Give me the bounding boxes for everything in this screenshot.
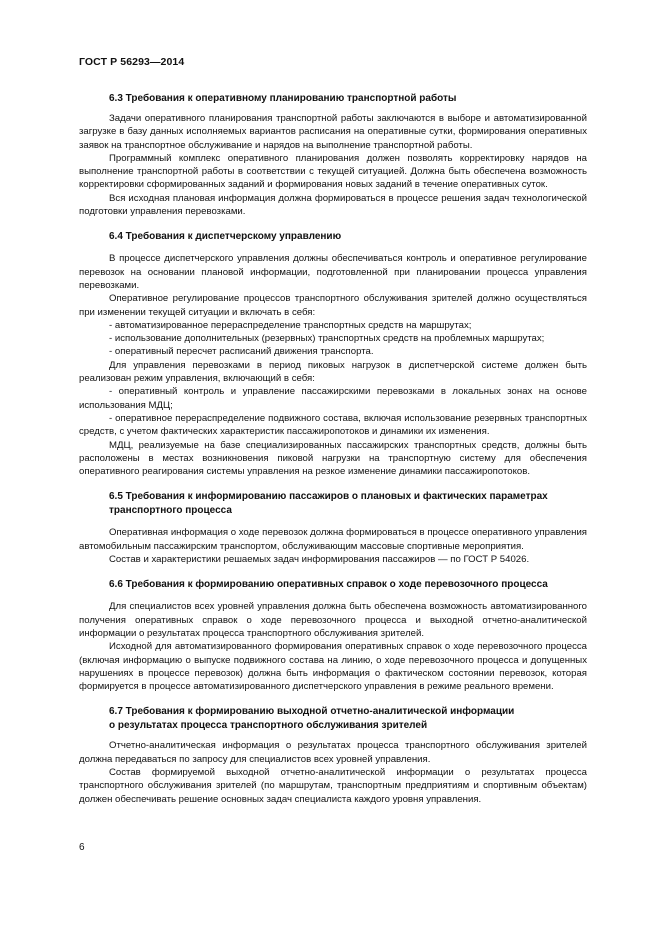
section-6-4	[79, 230, 587, 478]
section-6-6	[79, 578, 587, 693]
page-number: 6	[79, 842, 85, 853]
document-header: ГОСТ Р 56293—2014	[79, 56, 185, 68]
list-item: - оперативный пересчет расписаний движения транспорта.	[109, 346, 374, 358]
list-item: - оперативный контроль и управление пассажирскими перевозками в локальных зонах на основе использования МДЦ;	[79, 386, 587, 411]
list-item: - автоматизированное перераспределение транспортных средств на маршрутах;	[109, 319, 472, 331]
list-item: - использование дополнительных (резервных) транспортных средств на проблемных маршрутах;	[109, 333, 545, 345]
paragraph: Оперативное регулирование процессов транспортного обслуживания зрителей должно осуществляться при изменении текущей ситуации и включать в себя:	[79, 293, 587, 318]
section-title-line1: 6.5 Требования к информированию пассажиров о плановых и фактических параметрах	[109, 491, 548, 503]
paragraph: Для специалистов всех уровней управления должна быть обеспечена возможность автоматизированного получения оперативных справок о ходе перевозочного процесса и выходной отчетно-аналитической информации о результатах процесса транспортного обслуживания зрителей.	[79, 601, 587, 639]
paragraph: Программный комплекс оперативного планирования должен позволять корректировку нарядов на выполнение транспортной работы в соответствии с текущей ситуацией. Должна быть обеспечена возможность корректировки сформированных заданий и формирования новых заданий в течение оперативных суток.	[79, 152, 587, 191]
section-title-line1: 6.7 Требования к формированию выходной отчетно-аналитической информации	[109, 706, 515, 718]
section-6-7	[79, 705, 587, 805]
section-title: 6.4 Требования к диспетчерскому управлению	[109, 231, 342, 243]
section-title: 6.6 Требования к формированию оперативных справок о ходе перевозочного процесса	[109, 579, 548, 591]
section-6-5	[79, 490, 587, 566]
document-body	[79, 92, 587, 806]
paragraph: Состав и характеристики решаемых задач информирования пассажиров — по ГОСТ Р 54026.	[109, 554, 530, 566]
paragraph: МДЦ, реализуемые на базе специализированных пассажирских транспортных средств, должны быть расположены в местах возникновения пиковой нагрузки на транспортную систему для обеспечения оперативного реагирования системы управления на резкое изменение динамики пассажиропотоков.	[79, 439, 587, 478]
paragraph: Оперативная информация о ходе перевозок должна формироваться в процессе оперативного управления автомобильным пассажирским транспортом, обслуживающим массовые спортивные мероприятия.	[79, 527, 587, 552]
paragraph: Задачи оперативного планирования транспортной работы заключаются в выборе и автоматизированной загрузке в базу данных исполняемых вариантов расписания на оперативные сутки, формирования оперативных заявок на транспортное обслуживание и нарядов на выполнение транспортной работы.	[79, 113, 587, 151]
section-6-3	[79, 92, 587, 218]
section-title-line2: о результатах процесса транспортного обслуживания зрителей	[109, 720, 428, 732]
paragraph: Исходной для автоматизированного формирования оперативных справок о ходе перевозочного процесса (включая информацию о выпуске подвижного состава на линию, о ходе перевозочного процесса и допущенных нарушениях в процессе перевозок) должна быть информация о фактическом состоянии перевозок, которая формируется в процессе автоматизированного диспетчерского управления в режиме реального времени.	[79, 641, 587, 693]
section-title: 6.3 Требования к оперативному планированию транспортной работы	[109, 93, 457, 104]
paragraph: Состав формируемой выходной отчетно-аналитической информации о результатах процесса транспортного обслуживания зрителей (по маршрутам, транспортным предприятиям и спортивным объектам) должен обеспечивать решение основных задач специалиста каждого уровня управления.	[79, 766, 587, 805]
list-item: - оперативное перераспределение подвижного состава, включая использование резервных транспортных средств, с учетом фактических характеристик пассажиропотоков и динамики их изменения.	[79, 412, 587, 438]
paragraph: Вся исходная плановая информация должна формироваться в процессе решения задач технологической подготовки управления перевозками.	[79, 192, 587, 218]
paragraph: Для управления перевозками в период пиковых нагрузок в диспетчерской системе должен быть реализован режим управления, включающий в себя:	[79, 359, 587, 385]
paragraph: В процессе диспетчерского управления должны обеспечиваться контроль и оперативное регулирование перевозок на основании плановой информации, подготовленной при планировании процесса управления перевозками.	[79, 253, 587, 291]
paragraph: Отчетно-аналитическая информация о результатах процесса транспортного обслуживания зрителей должна передаваться по запросу для специалистов всех уровней управления.	[79, 740, 587, 765]
section-title-line2: транспортного процесса	[109, 505, 232, 517]
